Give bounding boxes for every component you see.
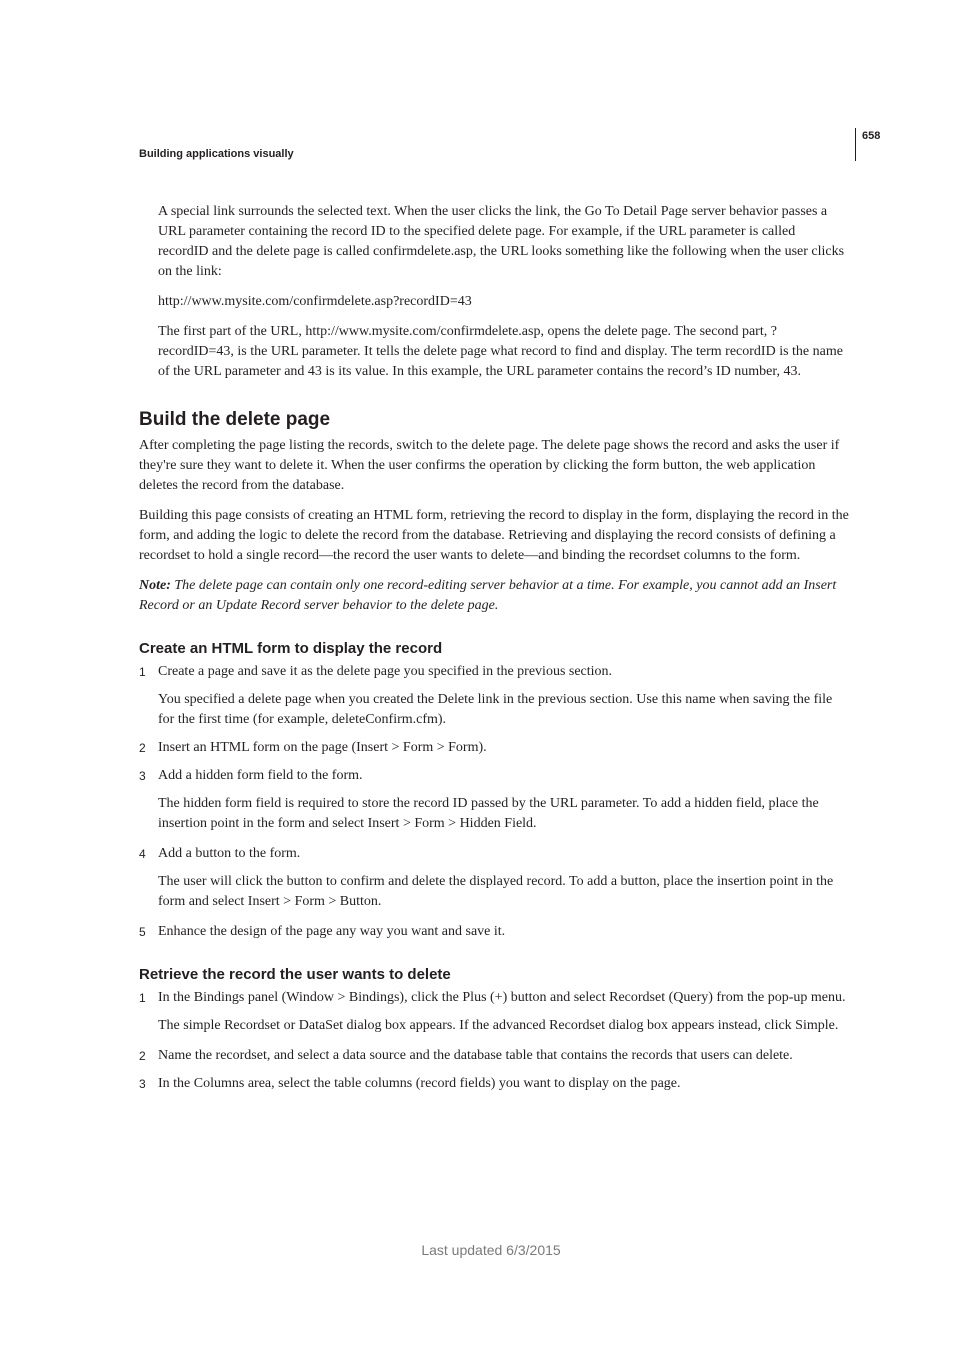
- intro-example-url: http://www.mysite.com/confirmdelete.asp?recordID=43: [158, 294, 472, 309]
- create-step-2: [139, 738, 849, 758]
- step-text: Add a hidden form field to the form.: [158, 768, 363, 783]
- step-number: 2: [139, 741, 146, 755]
- step-text: Create a page and save it as the delete page you specified in the previous section.: [158, 664, 613, 679]
- intro-paragraph-1: A special link surrounds the selected text. When the user clicks the link, the Go To Detail Page server behavior passes a URL parameter containing the record ID to the specified delete page. For example, if the URL parameter is called recordID and the delete page is called confirmdelete.asp, the URL looks something like the following when the user clicks on the link:: [158, 204, 845, 279]
- step-detail: The simple Recordset or DataSet dialog box appears. If the advanced Recordset dialog box appears instead, click Simple.: [158, 1018, 839, 1033]
- step-text: Name the recordset, and select a data source and the database table that contains the records that users can delete.: [158, 1048, 793, 1063]
- step-detail: You specified a delete page when you created the Delete link in the previous section. Use this name when saving the file for the first time (for example, deleteConfirm.cfm).: [158, 692, 833, 727]
- create-step-1: [139, 662, 849, 682]
- step-text: Add a button to the form.: [158, 846, 301, 861]
- intro-paragraph-2: The first part of the URL, http://www.mysite.com/confirmdelete.asp, opens the delete page. The second part, ?recordID=43, is the URL parameter. It tells the delete page what record to find and display. The term recordID is the name of the URL parameter and 43 is its value. In this example, the URL parameter contains the record’s ID number, 43.: [158, 324, 843, 379]
- step-number: 3: [139, 769, 146, 783]
- step-number: 5: [139, 925, 146, 939]
- build-paragraph-2: Building this page consists of creating an HTML form, retrieving the record to display in the form, displaying the record in the form, and adding the logic to delete the record from the database. Retrieving and displaying the record consists of defining a recordset to hold a single record—the record the user wants to delete—and binding the recordset columns to the form.: [139, 508, 849, 563]
- step-detail: The user will click the button to confirm and delete the displayed record. To add a button, place the insertion point in the form and select Insert > Form > Button.: [158, 874, 834, 909]
- build-paragraph-1: After completing the page listing the records, switch to the delete page. The delete page shows the record and asks the user if they're sure they want to delete it. When the user confirms the operation by clicking the form button, the web application deletes the record from the database.: [139, 438, 840, 493]
- step-detail: The hidden form field is required to store the record ID passed by the URL parameter. To add a hidden field, place the insertion point in the form and select Insert > Form > Hidden Field.: [158, 796, 819, 831]
- step-text: Insert an HTML form on the page (Insert > Form > Form).: [158, 740, 487, 755]
- note-paragraph: [139, 576, 849, 616]
- step-number: 1: [139, 665, 146, 679]
- create-step-3: [139, 766, 849, 786]
- subheading-retrieve-record: Retrieve the record the user wants to delete: [139, 966, 451, 983]
- retrieve-step-3: [139, 1074, 849, 1094]
- step-number: 4: [139, 847, 146, 861]
- step-text: In the Bindings panel (Window > Bindings), click the Plus (+) button and select Recordset (Query) from the pop-up menu.: [158, 990, 846, 1005]
- step-number: 3: [139, 1077, 146, 1091]
- step-text: In the Columns area, select the table columns (record fields) you want to display on the page.: [158, 1076, 681, 1091]
- page-number: 658: [862, 130, 881, 142]
- note-label: Note:: [139, 578, 171, 593]
- page-footer-last-updated: Last updated 6/3/2015: [421, 1242, 561, 1258]
- create-step-5: [139, 922, 849, 942]
- step-number: 2: [139, 1049, 146, 1063]
- page-number-rule: [855, 128, 856, 161]
- create-step-4: [139, 844, 849, 864]
- retrieve-step-1: [139, 988, 849, 1008]
- note-text: The delete page can contain only one record-editing server behavior at a time. For example, you cannot add an Insert Record or an Update Record server behavior to the delete page.: [139, 578, 837, 613]
- retrieve-step-2: [139, 1046, 849, 1066]
- page-content: [139, 202, 849, 1094]
- section-heading-build-delete-page: Build the delete page: [139, 409, 331, 430]
- subheading-create-html-form: Create an HTML form to display the record: [139, 640, 443, 657]
- running-header: Building applications visually: [139, 148, 294, 160]
- step-number: 1: [139, 991, 146, 1005]
- step-text: Enhance the design of the page any way you want and save it.: [158, 924, 506, 939]
